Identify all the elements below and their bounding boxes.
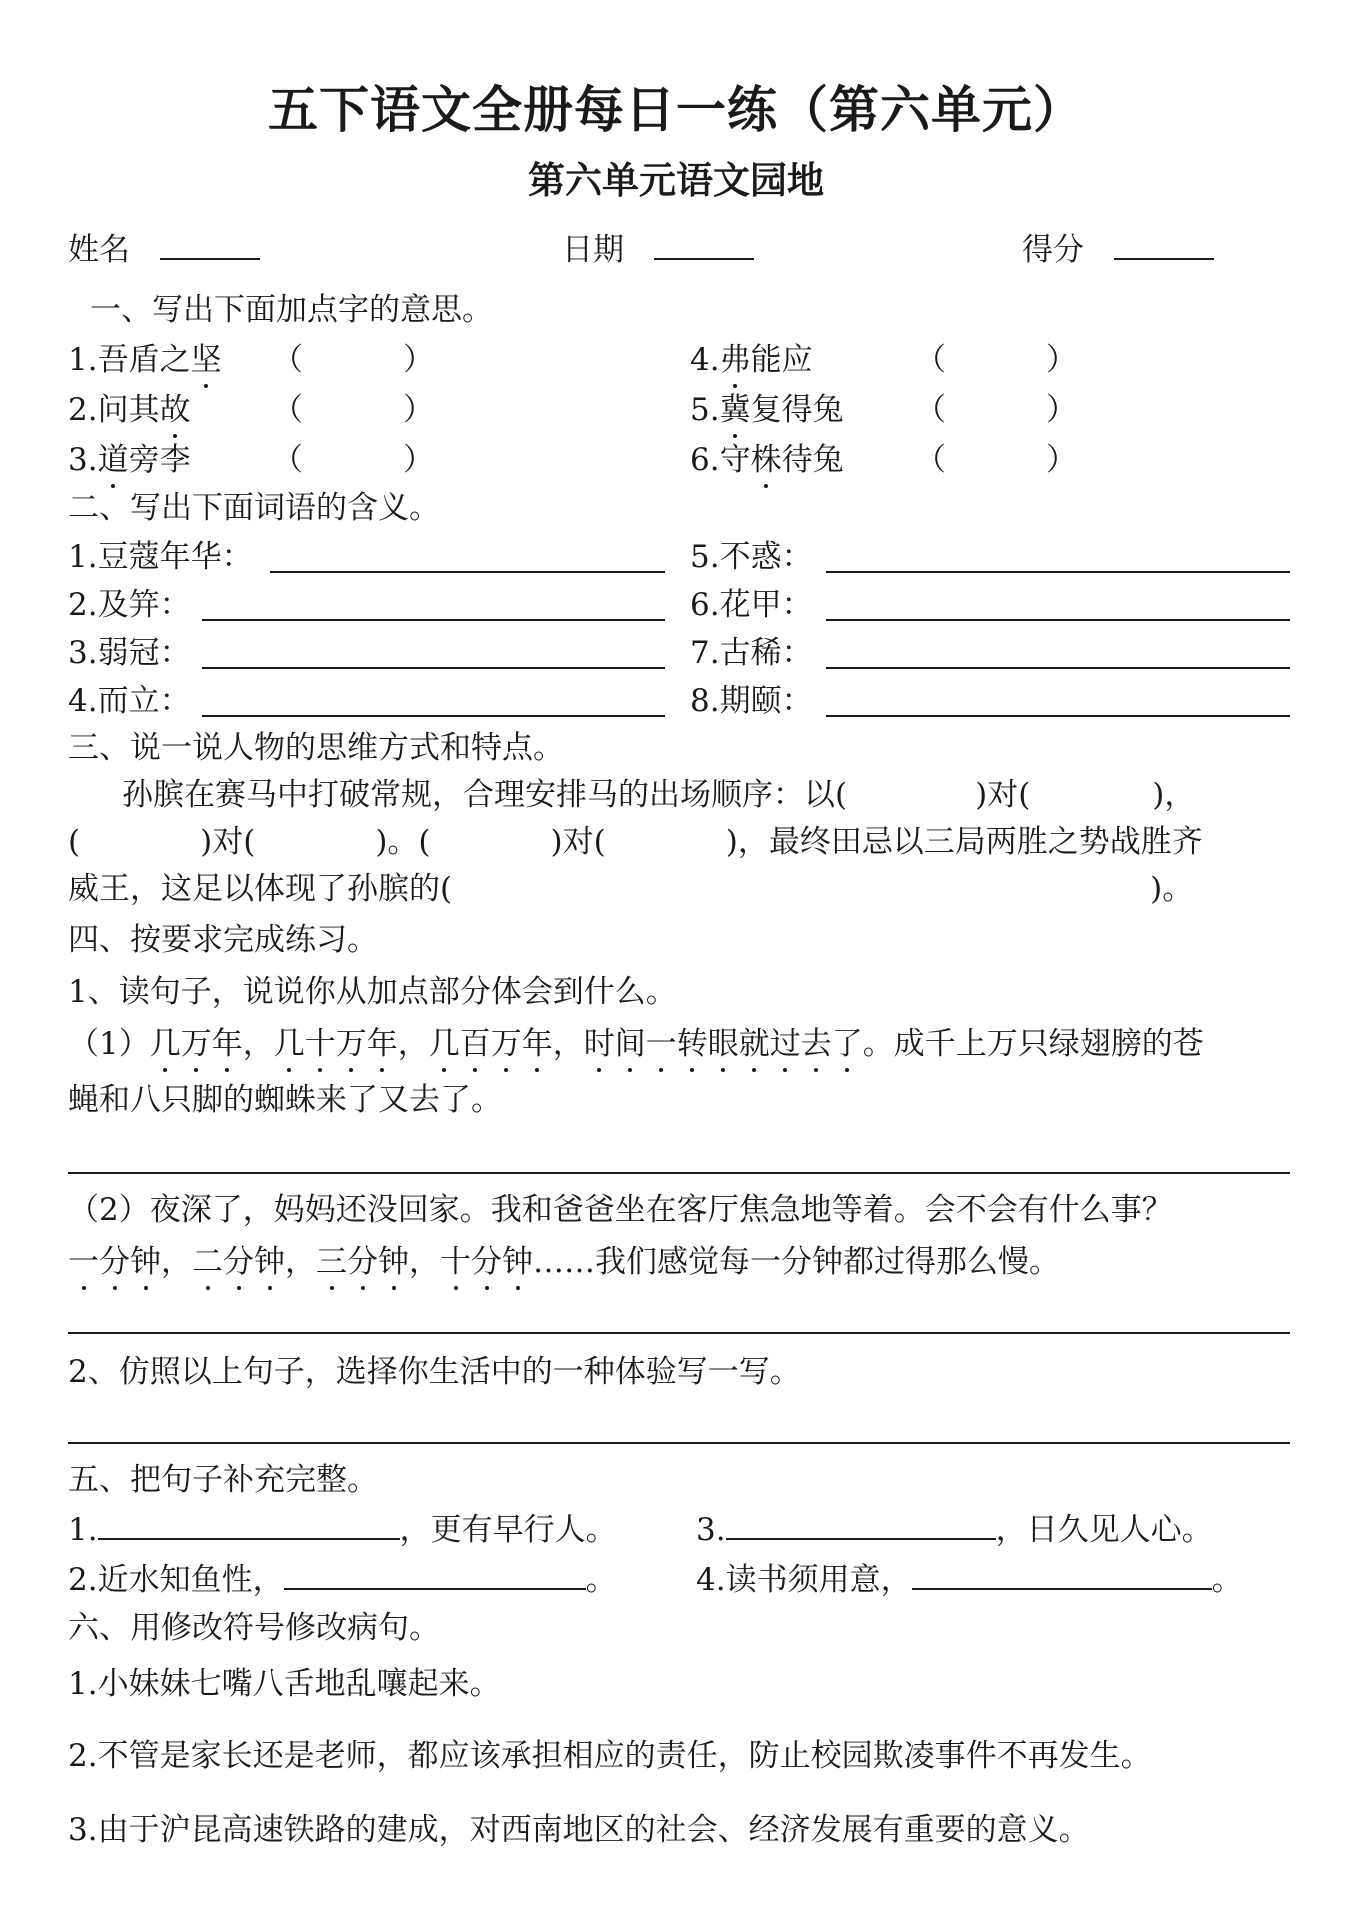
section6-item: 3.由于沪昆高速铁路的建成，对西南地区的社会、经济发展有重要的意义。	[68, 1812, 1090, 1848]
section3-line1	[122, 775, 1195, 815]
s4-text: ……我们感觉每一分钟都过得那么慢。	[533, 1244, 1060, 1280]
answer-line[interactable]	[826, 619, 1290, 621]
answer-line[interactable]	[202, 619, 665, 621]
s3-text: )。(	[375, 824, 431, 860]
s1-dotted-char: 弗	[719, 342, 751, 378]
date-blank[interactable]	[654, 228, 754, 260]
section2-item: 8.期颐：	[690, 683, 813, 719]
answer-line[interactable]	[826, 715, 1290, 717]
section4-s1-line2: 蝇和八只脚的蜘蛛来了又去了。	[68, 1082, 502, 1118]
fill-blank[interactable]	[726, 1508, 996, 1540]
s5-text: 1.	[68, 1512, 98, 1548]
section6-item: 2.不管是家长还是老师，都应该承担相应的责任，防止校园欺凌事件不再发生。	[68, 1738, 1152, 1774]
answer-line[interactable]	[826, 571, 1290, 573]
section1-item	[690, 390, 844, 430]
answer-line[interactable]	[826, 667, 1290, 669]
answer-parentheses[interactable]	[915, 390, 1077, 430]
s1-dotted-char: 道	[97, 442, 129, 478]
date-field	[562, 228, 754, 270]
date-label: 日期	[562, 232, 624, 268]
s1-text: 复得兔	[750, 392, 844, 428]
section3-heading: 三、说一说人物的思维方式和特点。	[68, 730, 564, 766]
answer-line[interactable]	[202, 667, 665, 669]
worksheet-title: 五下语文全册每日一练（第六单元）	[268, 81, 1084, 139]
section1-item	[68, 390, 191, 430]
s1-dotted-char: 冀	[719, 392, 751, 428]
section1-heading: 一、写出下面加点字的意思。	[90, 292, 493, 328]
s3-text: )对(	[975, 777, 1031, 813]
s5-text: 。	[585, 1562, 617, 1598]
s4-dotted-text: 几万年，几十万年，几百万年，时间一转眼就过去了。	[149, 1026, 894, 1062]
s5-text: 2.近水知鱼性，	[68, 1562, 284, 1598]
s3-text: )，	[1152, 777, 1196, 813]
paren-open: （	[915, 442, 946, 478]
answer-parentheses[interactable]	[915, 340, 1077, 380]
s1-text: 能应	[750, 342, 813, 378]
s1-num: 2.	[68, 392, 98, 428]
s1-num: 6.	[690, 442, 720, 478]
score-label: 得分	[1022, 232, 1084, 268]
s3-text: (	[68, 824, 81, 860]
section2-item: 3.弱冠：	[68, 635, 191, 671]
section3-line2	[68, 822, 1203, 862]
answer-line[interactable]	[270, 571, 665, 573]
paren-open: （	[915, 342, 946, 378]
s3-text: )对(	[200, 824, 256, 860]
fill-blank[interactable]	[98, 1508, 400, 1540]
section5-item2	[68, 1558, 617, 1600]
section2-heading: 二、写出下面词语的含义。	[68, 490, 440, 526]
paren-open: （	[272, 442, 303, 478]
s4-dotted-text: 一分钟，二分钟，三分钟，十分钟	[68, 1244, 533, 1280]
paren-open: （	[915, 392, 946, 428]
answer-line[interactable]	[68, 1332, 1290, 1334]
fill-blank[interactable]	[912, 1558, 1212, 1590]
s3-text: )。	[1150, 871, 1194, 907]
worksheet-subtitle: 第六单元语文园地	[528, 159, 824, 202]
s1-text: 待兔	[781, 442, 844, 478]
section6-item: 1.小妹妹七嘴八舌地乱嚷起来。	[68, 1666, 501, 1702]
paren-open: （	[272, 342, 303, 378]
score-field	[1022, 228, 1214, 270]
section4-heading: 四、按要求完成练习。	[68, 922, 378, 958]
section5-heading: 五、把句子补充完整。	[68, 1462, 378, 1498]
section4-s1-line1	[68, 1024, 1204, 1064]
section4-s2-line1: （2）夜深了，妈妈还没回家。我和爸爸坐在客厅焦急地等着。会不会有什么事？	[68, 1192, 1173, 1228]
section2-item: 4.而立：	[68, 683, 191, 719]
paren-close: ）	[1046, 442, 1077, 478]
s5-text: 3.	[696, 1512, 726, 1548]
s1-num: 5.	[690, 392, 720, 428]
section1-item	[690, 440, 844, 480]
section5-item4	[696, 1558, 1243, 1600]
answer-parentheses[interactable]	[272, 390, 434, 430]
section5-item1	[68, 1508, 617, 1550]
section1-item	[690, 340, 813, 380]
s4-text: （1）	[68, 1026, 150, 1062]
s1-dotted-char: 故	[159, 392, 191, 428]
name-field	[68, 228, 260, 270]
s1-num: 4.	[690, 342, 720, 378]
s1-text: 守	[719, 442, 751, 478]
section2-item: 1.豆蔻年华：	[68, 539, 253, 575]
section1-item	[68, 440, 191, 480]
section3-line3	[68, 869, 1193, 909]
s3-text: )，最终田忌以三局两胜之势战胜齐	[725, 824, 1203, 860]
s5-text: ，更有早行人。	[399, 1512, 617, 1548]
s1-text: 问其	[97, 392, 160, 428]
s4-text: 成千上万只绿翅膀的苍	[893, 1026, 1204, 1062]
answer-line[interactable]	[68, 1172, 1290, 1174]
paren-close: ）	[403, 442, 434, 478]
section4-q2: 2、仿照以上句子，选择你生活中的一种体验写一写。	[68, 1354, 801, 1390]
s1-text: 旁李	[128, 442, 191, 478]
section2-item: 7.古稀：	[690, 635, 813, 671]
s3-text: 威王，这足以体现了孙膑的(	[68, 871, 453, 907]
section1-item	[68, 340, 222, 380]
paren-close: ）	[1046, 392, 1077, 428]
section6-heading: 六、用修改符号修改病句。	[68, 1610, 440, 1646]
s1-dotted-char: 坚	[190, 342, 222, 378]
s5-text: 4.读书须用意，	[696, 1562, 912, 1598]
section2-item: 5.不惑：	[690, 539, 813, 575]
section2-item: 6.花甲：	[690, 587, 813, 623]
s1-num: 3.	[68, 442, 98, 478]
section4-s2-line2	[68, 1242, 1060, 1282]
answer-line[interactable]	[68, 1442, 1290, 1444]
answer-parentheses[interactable]	[915, 440, 1077, 480]
answer-line[interactable]	[202, 715, 665, 717]
section4-q1: 1、读句子，说说你从加点部分体会到什么。	[68, 974, 677, 1010]
s3-text: )对(	[550, 824, 606, 860]
paren-close: ）	[1046, 342, 1077, 378]
name-label: 姓名	[68, 232, 130, 268]
answer-parentheses[interactable]	[272, 340, 434, 380]
score-blank[interactable]	[1114, 228, 1214, 260]
answer-parentheses[interactable]	[272, 440, 434, 480]
section5-item3	[696, 1508, 1213, 1550]
s3-text: 孙膑在赛马中打破常规，合理安排马的出场顺序：以(	[122, 777, 848, 813]
s1-dotted-char: 株	[750, 442, 782, 478]
s1-text: 吾盾之	[97, 342, 191, 378]
s1-num: 1.	[68, 342, 98, 378]
fill-blank[interactable]	[284, 1558, 586, 1590]
paren-open: （	[272, 392, 303, 428]
paren-close: ）	[403, 392, 434, 428]
section2-item: 2.及笄：	[68, 587, 191, 623]
paren-close: ）	[403, 342, 434, 378]
s5-text: ，日久见人心。	[995, 1512, 1213, 1548]
name-blank[interactable]	[160, 228, 260, 260]
s5-text: 。	[1211, 1562, 1243, 1598]
